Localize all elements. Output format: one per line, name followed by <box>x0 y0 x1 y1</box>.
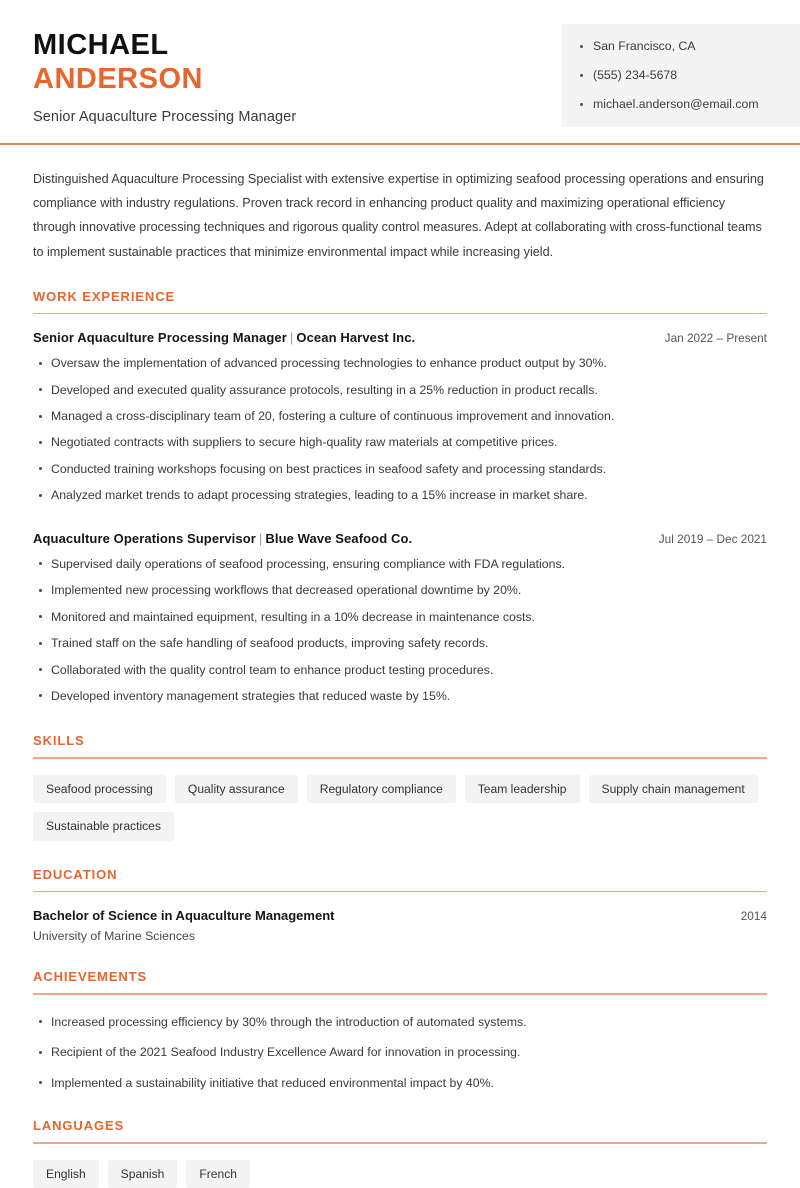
job-title-line <box>33 330 415 345</box>
section-divider-languages <box>33 1142 767 1144</box>
job-bullet: Managed a cross-disciplinary team of 20, fostering a culture of continuous improvement and innovation. <box>33 407 767 425</box>
section-languages <box>33 1118 767 1188</box>
professional-summary: Distinguished Aquaculture Processing Specialist with extensive expertise in optimizing seafood processing operations and ensuring compliance with industry regulations. Proven track record in enhancing product quality and maximizing operational efficiency through innovative processing techniques and rigorous quality control measures. Adept at collaborating with cross-functional teams to implement sustainable practices that minimize environmental impact while increasing yield. <box>33 171 764 259</box>
education-entry <box>33 908 767 943</box>
job-entry <box>33 531 767 706</box>
job-bullet: Developed and executed quality assurance protocols, resulting in a 25% reduction in product recalls. <box>33 381 767 399</box>
job-bullet: Supervised daily operations of seafood processing, ensuring compliance with FDA regulations. <box>33 555 767 573</box>
job-dates: Jan 2022 – Present <box>664 331 767 346</box>
job-separator: | <box>289 330 294 346</box>
section-divider-achievements <box>33 993 767 995</box>
section-divider-work-experience <box>33 313 767 315</box>
job-bullet: Trained staff on the safe handling of seafood products, improving safety records. <box>33 634 767 652</box>
skill-pill: Regulatory compliance <box>307 775 456 804</box>
job-role: Aquaculture Operations Supervisor <box>33 530 256 546</box>
section-achievements <box>33 969 767 1092</box>
job-company: Blue Wave Seafood Co. <box>265 530 413 546</box>
language-pill: Spanish <box>108 1160 178 1188</box>
skills-list <box>33 775 767 841</box>
section-skills <box>33 733 767 841</box>
education-header <box>33 908 767 923</box>
section-work-experience <box>33 289 767 706</box>
achievements-list <box>33 1013 767 1092</box>
language-pill: English <box>33 1160 99 1188</box>
job-bullet: Analyzed market trends to adapt processing strategies, leading to a 15% increase in market share. <box>33 486 767 504</box>
job-bullet: Developed inventory management strategies that reduced waste by 15%. <box>33 687 767 705</box>
first-name: MICHAEL <box>33 29 169 61</box>
achievement-item: Increased processing efficiency by 30% through the introduction of automated systems. <box>33 1013 767 1031</box>
job-bullet: Oversaw the implementation of advanced processing technologies to enhance product output by 30%. <box>33 354 767 372</box>
section-title-work-experience: WORK EXPERIENCE <box>33 288 176 304</box>
contact-list <box>580 38 800 113</box>
job-entry <box>33 330 767 505</box>
languages-list <box>33 1160 767 1188</box>
contact-info-box <box>562 24 800 127</box>
job-bullet: Implemented new processing workflows that decreased operational downtime by 20%. <box>33 581 767 599</box>
section-title-skills: SKILLS <box>33 733 85 749</box>
resume-body <box>0 167 800 1188</box>
skill-pill: Supply chain management <box>589 775 758 804</box>
job-title-line <box>33 531 412 546</box>
contact-phone <box>580 67 800 85</box>
section-title-education: EDUCATION <box>33 866 118 882</box>
contact-location <box>580 38 800 56</box>
skill-pill: Team leadership <box>465 775 580 804</box>
contact-email-text: michael.anderson@email.com <box>593 96 759 111</box>
section-divider-skills <box>33 757 767 759</box>
last-name: ANDERSON <box>33 63 203 96</box>
skill-pill: Seafood processing <box>33 775 166 804</box>
identity-block <box>0 24 296 125</box>
achievement-item: Implemented a sustainability initiative that reduced environmental impact by 40%. <box>33 1074 767 1092</box>
job-separator: | <box>258 530 263 546</box>
job-bullet: Negotiated contracts with suppliers to secure high-quality raw materials at competitive prices. <box>33 433 767 451</box>
section-education <box>33 867 767 944</box>
job-header <box>33 330 767 345</box>
headline-job-title: Senior Aquaculture Processing Manager <box>33 109 297 126</box>
contact-location-text: San Francisco, CA <box>593 39 696 53</box>
job-bullets <box>33 555 767 706</box>
skill-pill: Quality assurance <box>175 775 298 804</box>
language-pill: French <box>186 1160 250 1188</box>
education-degree: Bachelor of Science in Aquaculture Management <box>33 908 335 924</box>
header-divider <box>0 143 800 145</box>
job-bullets <box>33 354 767 505</box>
section-divider-education <box>33 891 767 893</box>
job-company: Ocean Harvest Inc. <box>296 330 416 346</box>
contact-phone-text: (555) 234-5678 <box>593 67 678 82</box>
job-role: Senior Aquaculture Processing Manager <box>33 330 287 346</box>
job-bullet: Conducted training workshops focusing on best practices in seafood safety and processing standards. <box>33 460 767 478</box>
job-bullet: Monitored and maintained equipment, resulting in a 10% decrease in maintenance costs. <box>33 608 767 626</box>
contact-email <box>580 96 800 114</box>
section-title-achievements: ACHIEVEMENTS <box>33 969 148 985</box>
job-dates: Jul 2019 – Dec 2021 <box>658 531 767 546</box>
job-header <box>33 531 767 546</box>
resume-header <box>0 0 800 127</box>
skill-pill: Sustainable practices <box>33 812 174 841</box>
section-title-languages: LANGUAGES <box>33 1118 125 1134</box>
job-bullet: Collaborated with the quality control team to enhance product testing procedures. <box>33 661 767 679</box>
education-year: 2014 <box>740 909 767 924</box>
achievement-item: Recipient of the 2021 Seafood Industry Excellence Award for innovation in processing. <box>33 1043 767 1061</box>
education-school: University of Marine Sciences <box>33 929 195 944</box>
